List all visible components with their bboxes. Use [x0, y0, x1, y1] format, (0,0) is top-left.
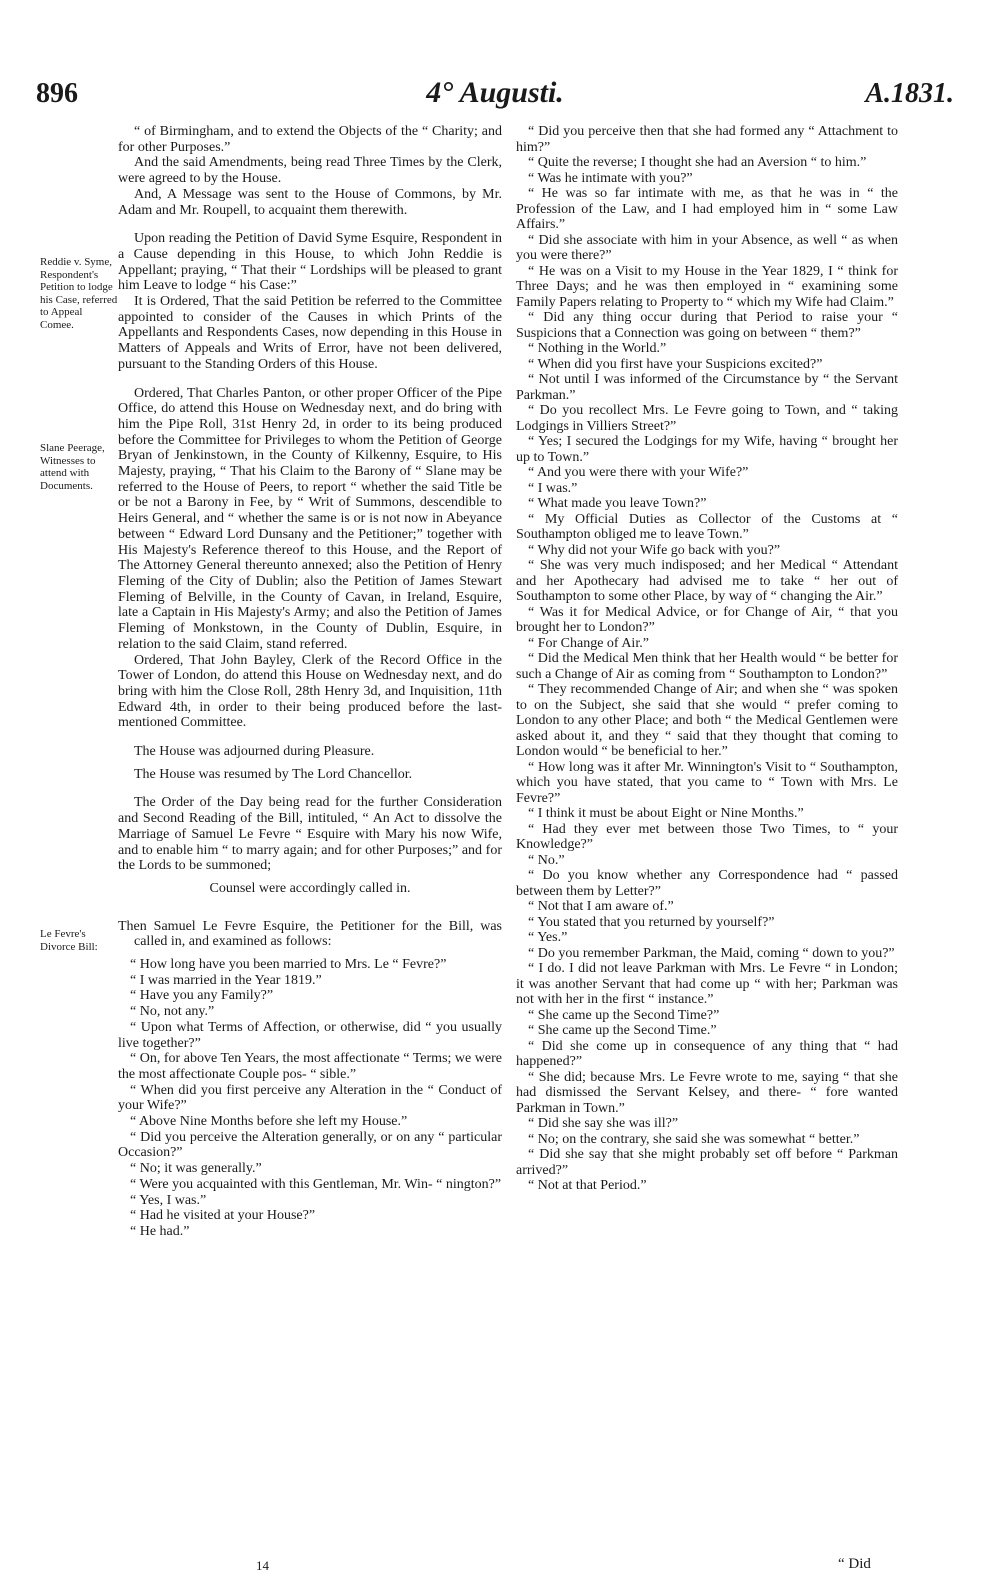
page-year: A.1831. — [865, 78, 954, 109]
page-header — [36, 70, 954, 110]
answer: “ Not that I am aware of.” — [528, 899, 674, 914]
question: “ You stated that you returned by yourself?” — [528, 914, 775, 930]
answer: “ He was on a Visit to my House in the Year 1829, I “ think for Three Days; and he was then employed in “ examining some Family Papers relating to Property to “ which my Wife had Claim.” — [516, 263, 898, 310]
question: “ Did she come up in consequence of any thing that “ had happened?” — [516, 1038, 898, 1069]
question: “ Did she say she was ill?” — [528, 1116, 679, 1131]
answer: “ Above Nine Months before she left my House.” — [130, 1114, 408, 1130]
question: “ Did any thing occur during that Period to raise your “ Suspicions that a Connection was going on between “ them?” — [516, 310, 898, 341]
answer: “ I do. I did not leave Parkman with Mrs. Le Fevre “ in London; it was another Servant that had come up “ with her; Parkman was not with her in the first “ instance.” — [516, 961, 898, 1007]
question: “ What made you leave Town?” — [528, 496, 707, 511]
answer: “ Quite the reverse; I thought she had an Aversion “ to him.” — [528, 155, 867, 170]
answer: “ Yes.” — [528, 930, 568, 945]
answer: “ She did; because Mrs. Le Fevre wrote to me, saying “ that she had dismissed the Servant Kelsey, and there- “ fore wanted Parkman in Town.” — [516, 1069, 898, 1116]
margin-note-slane: Slane Peerage, Witnesses to attend with Documents. — [40, 442, 105, 492]
answer: “ For Change of Air.” — [528, 635, 649, 651]
answer: “ She came up the Second Time.” — [528, 1023, 717, 1038]
question: “ Did the Medical Men think that her Health would “ be better for such a Change of Air as coming from “ Southampton to London?” — [516, 651, 898, 682]
question: “ Were you acquainted with this Gentleman, Mr. Win- “ nington?” — [130, 1176, 502, 1192]
answer: “ My Official Duties as Collector of the Customs at “ Southampton obliged me to leave Town.” — [516, 511, 898, 542]
paragraph: Ordered, That Charles Panton, or other proper Officer of the Pipe Office, do attend this House on Wednesday next, and do bring with him the Pipe Roll, 31st Henry 2d, in order to its being produced before the Committee for Privileges to whom the Petition of George Bryan of Jenkinstown, in the County of Kilkenny, Esquire, to His Majesty, praying, “ That his Claim to the Barony of “ Slane may be referred to the House of Peers, to report “ whether the said Title be or be not a Barony in Fee, by “ Writ of Summons, descendible to Heirs General, and “ whether the same is or is not now in Abeyance between “ Edward Lord Dunsany and the Petitioner;” together with His Majesty's Reference thereof to this House, and the Report of The Attorney General thereunto annexed; also the Petition of Henry Fleming of the City of Dublin; also the Petition of James Stewart Fleming of Belville, in the County of Cavan, in Ireland, Esquire, late a Captain in His Majesty's Army; and also the Petition of James Fleming of Monkstown, in the County of Dublin, Esquire, in relation to the said Claim, stand referred. — [118, 385, 502, 652]
answer: “ I was.” — [528, 480, 578, 496]
signature-mark: 14 — [256, 1558, 269, 1573]
question: “ Had he visited at your House?” — [130, 1208, 316, 1224]
question: “ Did you perceive the Alteration generally, or on any “ particular Occasion?” — [118, 1129, 502, 1161]
paragraph: Counsel were accordingly called in. — [209, 880, 411, 896]
question: “ Why did not your Wife go back with you?” — [528, 542, 781, 558]
question: “ Have you any Family?” — [130, 988, 274, 1004]
answer: “ I think it must be about Eight or Nine Months.” — [528, 806, 804, 821]
question: “ Do you know whether any Correspondence had “ passed between them by Letter?” — [516, 868, 898, 899]
answer: “ No.” — [528, 852, 565, 868]
paragraph: Then Samuel Le Fevre Esquire, the Petitioner for the Bill, was called in, and examined as follows: — [118, 918, 502, 950]
paragraph: “ of Birmingham, and to extend the Objects of the “ Charity; and for other Purposes.” — [118, 124, 502, 155]
question: “ And you were there with your Wife?” — [528, 465, 749, 480]
page-number: 896 — [36, 78, 78, 109]
paragraph: It is Ordered, That the said Petition be referred to the Committee appointed to consider of the Causes in which Prints of the Appellants and Respondents Cases, now depending in this House in Matters of Appeals and Writs of Error, have not been delivered, pursuant to the Standing Orders of this House. — [118, 294, 502, 372]
paragraph: And the said Amendments, being read Three Times by the Clerk, were agreed to by the House. — [118, 155, 502, 187]
question: “ When did you first perceive any Alteration in the “ Conduct of your Wife?” — [118, 1082, 502, 1114]
paragraph: And, A Message was sent to the House of Commons, by Mr. Adam and Mr. Roupell, to acquaint them therewith. — [118, 186, 502, 218]
catchword: “ Did — [838, 1556, 871, 1572]
question: “ When did you first have your Suspicions excited?” — [528, 356, 823, 372]
paragraph: The Order of the Day being read for the further Consideration and Second Reading of the Bill, intituled, “ An Act to dissolve the Marriage of Samuel Le Fevre “ Esquire with Mary his now Wife, and to enable him “ to marry again; and for other Purposes;” and for the Lords to be summoned; — [118, 795, 502, 874]
answer: “ No, not any.” — [130, 1004, 215, 1020]
margin-note-reddie: Reddie v. Syme, Respondent's Petition to lodge his Case, referred to Appeal Comee. — [40, 256, 118, 331]
question: “ Was it for Medical Advice, or for Change of Air, “ that you brought her to London?” — [516, 604, 898, 635]
question: “ Did she associate with him in your Absence, as well “ as when you were there?” — [516, 232, 898, 263]
paragraph: Ordered, That John Bayley, Clerk of the Record Office in the Tower of London, do attend this House on Wednesday next, and do bring with him the Close Roll, 28th Henry 3d, and Inquisition, 11th Edward 4th, in order to their being produced before the last-mentioned Committee. — [118, 652, 502, 731]
question: “ Do you recollect Mrs. Le Fevre going to Town, and “ taking Lodgings in Villiers Street?” — [516, 403, 898, 434]
answer: “ Yes, I was.” — [130, 1192, 207, 1208]
answer: “ She was very much indisposed; and her Medical “ Attendant and her Apothecary had advised me to take “ her out of Southampton to some other Place, by way of “ changing the Air.” — [516, 558, 898, 604]
answer: “ I was married in the Year 1819.” — [130, 972, 322, 988]
question: “ Did you perceive then that she had formed any “ Attachment to him?” — [516, 124, 898, 155]
paragraph: The House was resumed by The Lord Chancellor. — [134, 766, 413, 782]
question: “ How long was it after Mr. Winnington's Visit to “ Southampton, which you have stated, that you came to “ Town with Mrs. Le Fevre?” — [516, 759, 898, 806]
answer: “ Nothing in the World.” — [528, 341, 667, 356]
question: “ Did she say that she might probably set off before “ Parkman arrived?” — [516, 1147, 898, 1178]
answer: “ On, for above Ten Years, the most affectionate “ Terms; we were the most affectionate Couple pos- “ sible.” — [118, 1051, 502, 1082]
question: “ Do you remember Parkman, the Maid, coming “ down to you?” — [528, 945, 895, 961]
answer: “ They recommended Change of Air; and when she “ was spoken to on the Subject, she said that she would “ prefer coming to London to any other Place; and both “ the Medical Gentlemen were asked about it, and they “ said that they thought that coming to London would “ be beneficial to her.” — [516, 682, 898, 759]
paragraph: The House was adjourned during Pleasure. — [134, 744, 375, 760]
answer: “ No; it was generally.” — [130, 1161, 262, 1177]
right-column — [516, 124, 898, 1194]
answer: “ Not until I was informed of the Circumstance by “ the Servant Parkman.” — [516, 372, 898, 403]
question: “ She came up the Second Time?” — [528, 1007, 720, 1023]
question: “ Upon what Terms of Affection, or otherwise, did “ you usually live together?” — [118, 1019, 502, 1051]
answer: “ He had.” — [130, 1224, 190, 1239]
question: “ Had they ever met between those Two Times, to “ your Knowledge?” — [516, 821, 898, 852]
answer: “ Not at that Period.” — [528, 1178, 647, 1193]
answer: “ He was so far intimate with me, as that he was in “ the Profession of the Law, and I had employed him in “ some Law Affairs.” — [516, 186, 898, 232]
answer: “ No; on the contrary, she said she was somewhat “ better.” — [528, 1131, 860, 1147]
page-date: 4° Augusti. — [426, 76, 564, 109]
question: “ Was he intimate with you?” — [528, 170, 693, 186]
left-column — [118, 124, 502, 1240]
question: “ How long have you been married to Mrs. Le “ Fevre?” — [130, 957, 447, 973]
paragraph: Upon reading the Petition of David Syme Esquire, Respondent in a Cause depending in this House, to which John Reddie is Appellant; praying, “ That their “ Lordships will be pleased to grant him Leave to lodge “ his Case:” — [118, 231, 502, 294]
answer: “ Yes; I secured the Lodgings for my Wife, having “ brought her up to Town.” — [516, 434, 898, 465]
margin-note-le-fevre: Le Fevre's Divorce Bill: — [40, 928, 98, 953]
